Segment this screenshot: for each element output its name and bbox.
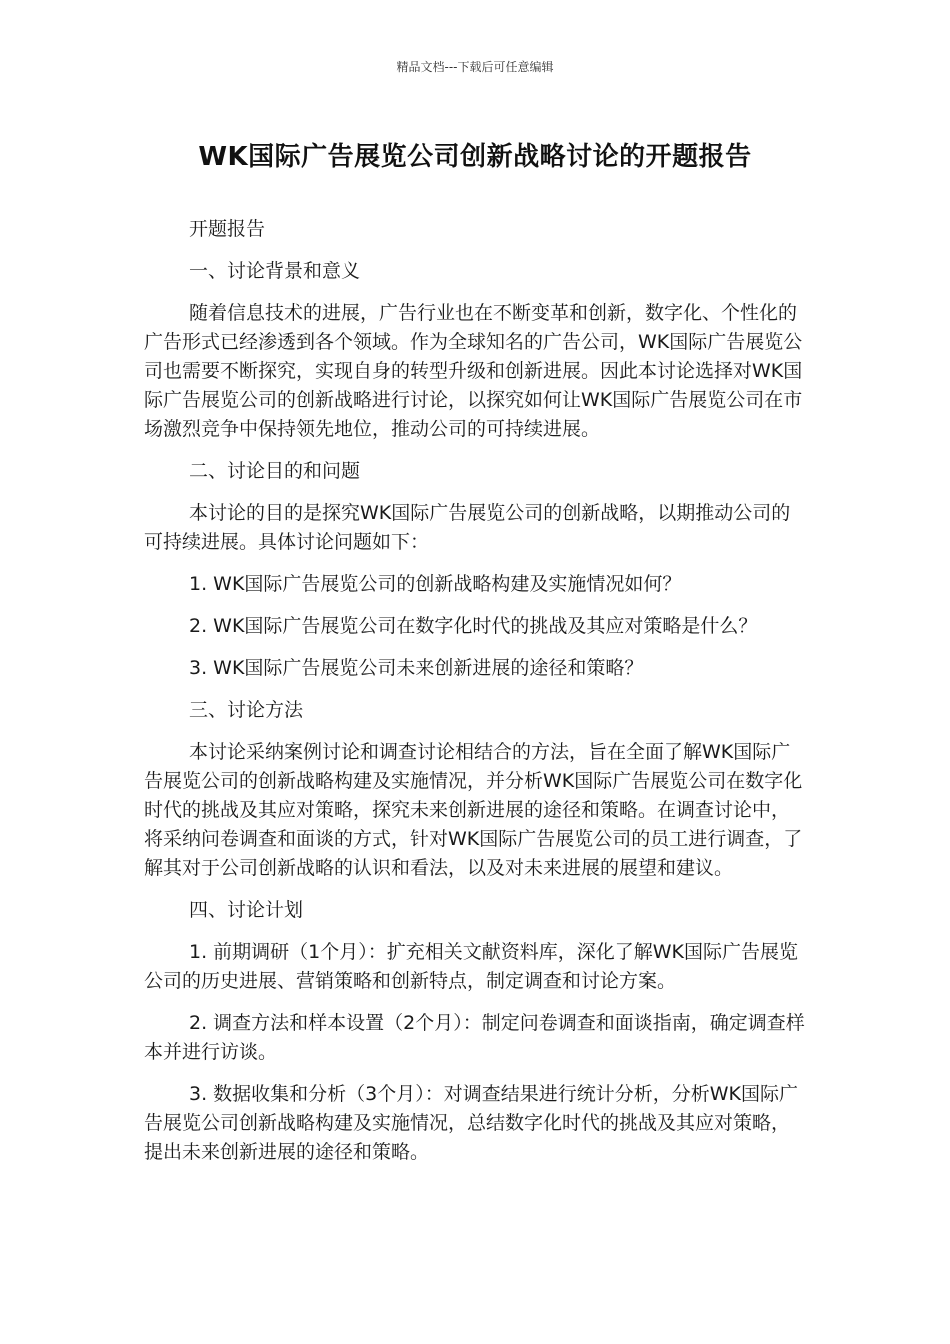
paragraph-method: 本讨论采纳案例讨论和调查讨论相结合的方法，旨在全面了解WK国际广告展览公司的创新战略构建及实施情况，并分析WK国际广告展览公司在数字化时代的挑战及其应对策略，探究未来创新进展的途径和策略。在调查讨论中，将采纳问卷调查和面谈的方式，针对WK国际广告展览公司的员工进行调查，了解其对于公司创新战略的认识和看法，以及对未来进展的展望和建议。	[144, 741, 803, 879]
plan-item-2: 2. 调查方法和样本设置（2个月）：制定问卷调查和面谈指南，确定调查样本并进行访谈。	[144, 1012, 805, 1063]
section-heading-purpose: 二、讨论目的和问题	[189, 460, 361, 482]
question-item-3: 3. WK国际广告展览公司未来创新进展的途径和策略？	[189, 657, 644, 679]
section-heading-plan: 四、讨论计划	[189, 899, 304, 921]
section-heading-method: 三、讨论方法	[189, 699, 304, 721]
question-item-2: 2. WK国际广告展览公司在数字化时代的挑战及其应对策略是什么？	[189, 615, 758, 637]
paragraph-background: 随着信息技术的进展，广告行业也在不断变革和创新，数字化、个性化的广告形式已经渗透到各个领域。作为全球知名的广告公司，WK国际广告展览公司也需要不断探究，实现自身的转型升级和创新进展。因此本讨论选择对WK国际广告展览公司的创新战略进行讨论，以探究如何让WK国际广告展览公司在市场激烈竞争中保持领先地位，推动公司的可持续进展。	[144, 302, 803, 440]
plan-item-1: 1. 前期调研（1个月）：扩充相关文献资料库，深化了解WK国际广告展览公司的历史进展、营销策略和创新特点，制定调查和讨论方案。	[144, 941, 799, 992]
plan-item-3: 3. 数据收集和分析（3个月）：对调查结果进行统计分析，分析WK国际广告展览公司创新战略构建及实施情况，总结数字化时代的挑战及其应对策略，提出未来创新进展的途径和策略。	[144, 1083, 799, 1163]
document-body	[144, 215, 808, 1180]
question-item-1: 1. WK国际广告展览公司的创新战略构建及实施情况如何？	[189, 573, 682, 595]
paragraph-purpose: 本讨论的目的是探究WK国际广告展览公司的创新战略，以期推动公司的可持续进展。具体讨论问题如下：	[144, 502, 791, 553]
section-heading-background: 一、讨论背景和意义	[189, 260, 361, 282]
header-note: 精品文档---下载后可任意编辑	[396, 60, 554, 74]
section-label-report: 开题报告	[189, 218, 266, 240]
document-title: WK国际广告展览公司创新战略讨论的开题报告	[198, 142, 752, 172]
